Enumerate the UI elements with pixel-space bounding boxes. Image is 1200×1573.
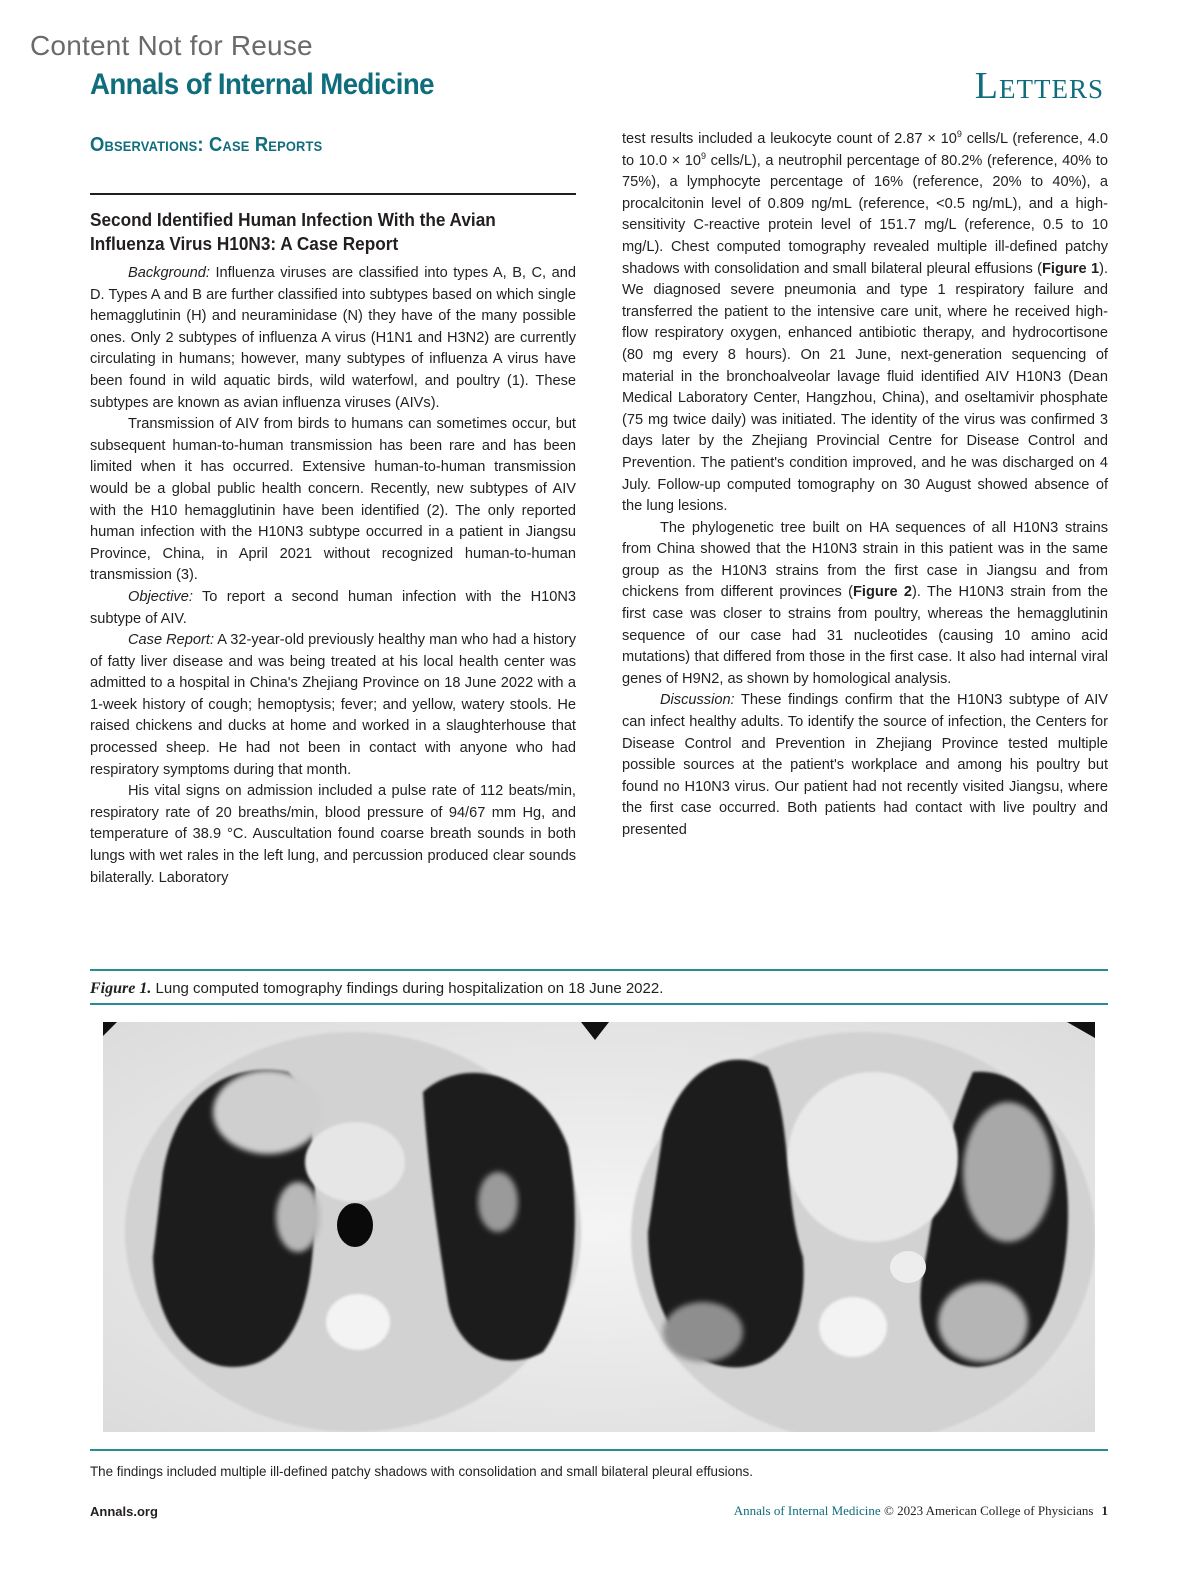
consolidation bbox=[213, 1070, 323, 1154]
paragraph-background bbox=[90, 263, 576, 414]
figure-2-link[interactable]: Figure 2 bbox=[853, 584, 913, 601]
figure-rule-bottom bbox=[90, 1449, 1108, 1451]
heart bbox=[788, 1072, 958, 1242]
consolidation bbox=[663, 1302, 743, 1362]
left-column bbox=[90, 263, 576, 889]
subsection-heading: Observations: Case Reports bbox=[90, 134, 323, 156]
paragraph-discussion bbox=[622, 690, 1108, 841]
background-heading: Background: bbox=[128, 265, 210, 281]
article-title: Second Identified Human Infection With the Avian Influenza Virus H10N3: A Case Report bbox=[90, 209, 496, 254]
consolidation bbox=[938, 1282, 1028, 1362]
vertebra bbox=[819, 1297, 887, 1357]
consolidation bbox=[276, 1182, 320, 1252]
footer-journal: Annals of Internal Medicine bbox=[733, 1503, 881, 1518]
consolidation bbox=[478, 1172, 518, 1232]
trachea bbox=[337, 1203, 373, 1247]
paragraph-case-report bbox=[90, 630, 576, 781]
footer-copyright: © 2023 American College of Physicians bbox=[880, 1503, 1094, 1518]
discussion-text: These findings confirm that the H10N3 subtype of AIV can infect healthy adults. To identify the source of infection, the Centers for Disease Control and Prevention in Zhejiang Province tested multiple possible sources at the patient's workplace and among his poultry but found no H10N3 virus. Our patient had not recently visited Jiangsu, where the first case occurred. Both patients had contact with live poultry and presented bbox=[622, 692, 1108, 838]
title-rule bbox=[90, 193, 576, 195]
figure-caption bbox=[90, 980, 663, 998]
footer-publisher bbox=[734, 1503, 1108, 1519]
paragraph-vitals: His vital signs on admission included a pulse rate of 112 beats/min, respiratory rate of 20 breaths/min, blood pressure of 94/67 mm Hg, and temperature of 38.9 °C. Auscultation found coarse breath sounds in both lungs with wet rales in the left lung, and percussion produced clear sounds bilaterally. Laboratory bbox=[90, 783, 576, 886]
section-label: Letters bbox=[974, 65, 1104, 107]
journal-title: Annals of Internal Medicine bbox=[90, 68, 434, 101]
superscript: 9 bbox=[956, 129, 962, 140]
paragraph-phylogenetic bbox=[622, 518, 1108, 691]
phylo-text-a: The phylogenetic tree built on HA sequences of all H10N3 strains from China showed that the H10N3 strain in this patient was in the same group as the H10N3 strains from the first case in Jiangsu and from chickens from different provinces ( bbox=[622, 519, 1108, 601]
watermark: Content Not for Reuse bbox=[30, 30, 313, 61]
superscript: 9 bbox=[701, 150, 707, 161]
figure-1-link[interactable]: Figure 1 bbox=[1042, 260, 1100, 277]
phylo-text-b: ). The H10N3 strain from the first case was closer to strains from poultry, whereas the hemagglutinin sequence of our case had 31 nucleotides (causing 10 amino acid mutations) that differed from those in the first case. It also had internal viral genes of H9N2, as shown by homological analysis. bbox=[622, 584, 1108, 687]
footer-site[interactable]: Annals.org bbox=[90, 1504, 158, 1519]
ct-slice-upper-thorax bbox=[125, 1032, 581, 1432]
lung-ct-image bbox=[103, 1022, 1095, 1432]
discussion-heading: Discussion: bbox=[660, 692, 735, 709]
ct-slice-lower-thorax bbox=[631, 1032, 1095, 1432]
lab-text-c: cells/L), a neutrophil percentage of 80.2% (reference, 40% to 75%), a lymphocyte percentage of 16% (reference, 20% to 40%), a procalcitonin level of 0.809 ng/mL (reference, <0.5 ng/mL), and a high-sensitivity C-reactive protein level of 151.7 mg/L (reference, 0.5 to 10 mg/L). Chest computed tomography revealed multiple ill-defined patchy shadows with consolidation and small bilateral pleural effusions ( bbox=[622, 152, 1109, 277]
lab-text-a: test results included a leukocyte count of 2.87 × 10 bbox=[622, 131, 957, 147]
objective-heading: Objective: bbox=[128, 588, 193, 605]
vertebra bbox=[326, 1294, 390, 1350]
lab-text-b: cells/L (reference, 4.0 to 10.0 × 10 bbox=[622, 131, 1108, 169]
figure-label: Figure 1. bbox=[90, 980, 152, 997]
case-text: A 32-year-old previously healthy man who had a history of fatty liver disease and was being treated at his local health center was admitted to a hospital in China's Zhejiang Province on 18 June 2022 with a 1-week history of cough; hemoptysis; fever; and yellow, watery stools. He raised chickens and ducks at home and worked in a slaughterhouse that processed sheep. He had not been in contact with anyone who had respiratory symptoms during that month. bbox=[90, 632, 576, 778]
case-heading: Case Report: bbox=[128, 632, 215, 649]
right-column bbox=[622, 129, 1108, 842]
mediastinum bbox=[305, 1122, 405, 1202]
figure-rule-middle bbox=[90, 1003, 1108, 1005]
lab-text-d: ). We diagnosed severe pneumonia and type 1 respiratory failure and transferred the patient to the intensive care unit, where he received high-flow respiratory oxygen, enhanced antibiotic therapy, and hydrocortisone (80 mg every 8 hours). On 21 June, next-generation sequencing of material in the bronchoalveolar lavage fluid identified AIV H10N3 (Dean Medical Laboratory Center, Hangzhou, China), and oseltamivir phosphate (75 mg twice daily) was initiated. The identity of the virus was confirmed 3 days later by the Zhejiang Provincial Centre for Disease Control and Prevention. The patient's condition improved, and he was discharged on 4 July. Follow-up computed tomography on 30 August showed absence of the lung lesions. bbox=[622, 260, 1108, 515]
paragraph-transmission: Transmission of AIV from birds to humans can sometimes occur, but subsequent human-to-human transmission has been rare and has been limited when it has occurred. Extensive human-to-human transmission would be a global public health concern. Recently, new subtypes of AIV with the H10 hemagglutinin have been identified (2). The only reported human infection with the H10N3 subtype occurred in a patient in Jiangsu Province, China, in April 2021 without recognized human-to-human transmission (3). bbox=[90, 416, 576, 584]
figure-caption-text: Lung computed tomography findings during hospitalization on 18 June 2022. bbox=[151, 980, 664, 997]
figure-footnote: The findings included multiple ill-defined patchy shadows with consolidation and small bilateral pleural effusions. bbox=[90, 1464, 753, 1479]
background-text: Influenza viruses are classified into types A, B, C, and D. Types A and B are further classified into subtypes based on which single hemagglutinin (H) and neuraminidase (N) they have of the many possible ones. Only 2 subtypes of influenza A virus (H1N1 and H3N2) are currently circulating in humans; however, many subtypes of influenza A virus have been found in wild aquatic birds, wild waterfowl, and poultry (1). These subtypes are known as avian influenza viruses (AIVs). bbox=[90, 265, 576, 411]
figure-rule-top bbox=[90, 969, 1108, 971]
objective-text: To report a second human infection with the H10N3 subtype of AIV. bbox=[90, 588, 576, 627]
page-number: 1 bbox=[1101, 1503, 1108, 1518]
aorta bbox=[890, 1251, 926, 1283]
paragraph-objective bbox=[90, 587, 576, 630]
consolidation bbox=[963, 1102, 1053, 1242]
paragraph-lab-results bbox=[622, 129, 1108, 518]
